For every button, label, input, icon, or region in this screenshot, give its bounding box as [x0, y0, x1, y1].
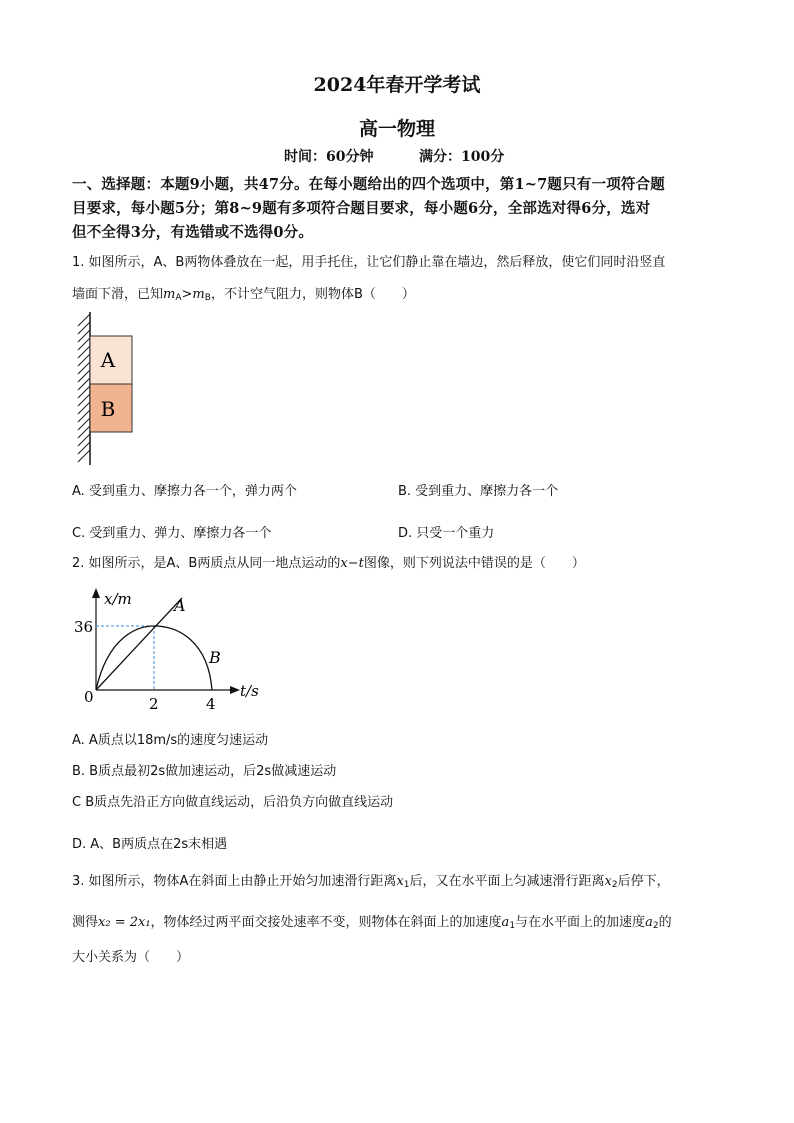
q1-option-a: A. 受到重力、摩擦力各一个，弹力两个: [72, 484, 297, 499]
x-axis-label: t/s: [240, 682, 259, 700]
line-a-label: A: [174, 596, 186, 615]
q2-stem: 2. 如图所示，是A、B两质点从同一地点运动的x−t图像，则下列说法中错误的是（ ）: [72, 556, 585, 571]
q2-option-d: D. A、B两质点在2s末相遇: [72, 837, 228, 852]
q3-stem-line-1: 3. 如图所示，物体A在斜面上由静止开始匀加速滑行距离$x_1$后，又在水平面上匀减速滑行距离$x_2$后停下，: [72, 874, 670, 890]
section-instruction-line-2: 目要求，每小题5分；第8~9题有多项符合题目要求，每小题6分，全部选对得6分，选对: [72, 200, 651, 217]
q1-stem-line-2: 墙面下滑，已知$m_A>m_B$，不计空气阻力，则物体B（ ）: [72, 287, 415, 303]
q1-stem-line-1: 1. 如图所示，A、B两物体叠放在一起，用手托住，让它们静止靠在墙边，然后释放，使它们同时沿竖直: [72, 255, 666, 270]
line-a: [96, 598, 182, 690]
q3-equation: x₂ = 2x₁: [98, 915, 151, 930]
x-tick-2: 2: [149, 695, 159, 713]
x-tick-4: 4: [206, 695, 216, 713]
time-label: 时间：60分钟: [284, 149, 374, 165]
q2-option-b: B. B质点最初2s做加速运动，后2s做减速运动: [72, 764, 337, 779]
origin-label: 0: [84, 688, 94, 706]
q3-stem-line-2: 测得x₂ = 2x₁，物体经过两平面交接处速率不变，则物体在斜面上的加速度$a_1$与在水平面上的加速度$a_2$的: [72, 915, 672, 931]
y-tick-36: 36: [74, 618, 94, 636]
mass-b: m: [192, 287, 205, 302]
q3-stem-line-3: 大小关系为（ ）: [72, 950, 190, 965]
score-label: 满分：100分: [419, 149, 505, 165]
mass-a: m: [163, 287, 176, 302]
section-instruction-line-1: 一、选择题：本题9小题，共47分。在每小题给出的四个选项中，第1~7题只有一项符合题: [72, 176, 665, 193]
q1-wall-blocks-figure: [70, 310, 150, 470]
section-instruction-line-3: 但不全得3分，有选错或不选得0分。: [72, 224, 314, 241]
q1-option-d: D. 只受一个重力: [398, 526, 495, 541]
q1-option-b: B. 受到重力、摩擦力各一个: [398, 484, 559, 499]
q2-option-a: A. A质点以18m/s的速度匀速运动: [72, 733, 269, 748]
y-axis-label: x/m: [104, 590, 132, 608]
q1-option-c: C. 受到重力、弹力、摩擦力各一个: [72, 526, 272, 541]
block-a-label: A: [100, 348, 116, 372]
q2-option-c: C B质点先沿正方向做直线运动，后沿负方向做直线运动: [72, 795, 394, 810]
exam-title: 2024年春开学考试: [313, 74, 481, 96]
wall-hatching: [78, 314, 90, 462]
subject-title: 高一物理: [358, 118, 435, 140]
q2-xt-graph: [74, 586, 278, 716]
block-b-label: B: [100, 397, 116, 421]
xt-graph-symbol: x−t: [340, 556, 364, 571]
curve-b-label: B: [209, 648, 221, 667]
